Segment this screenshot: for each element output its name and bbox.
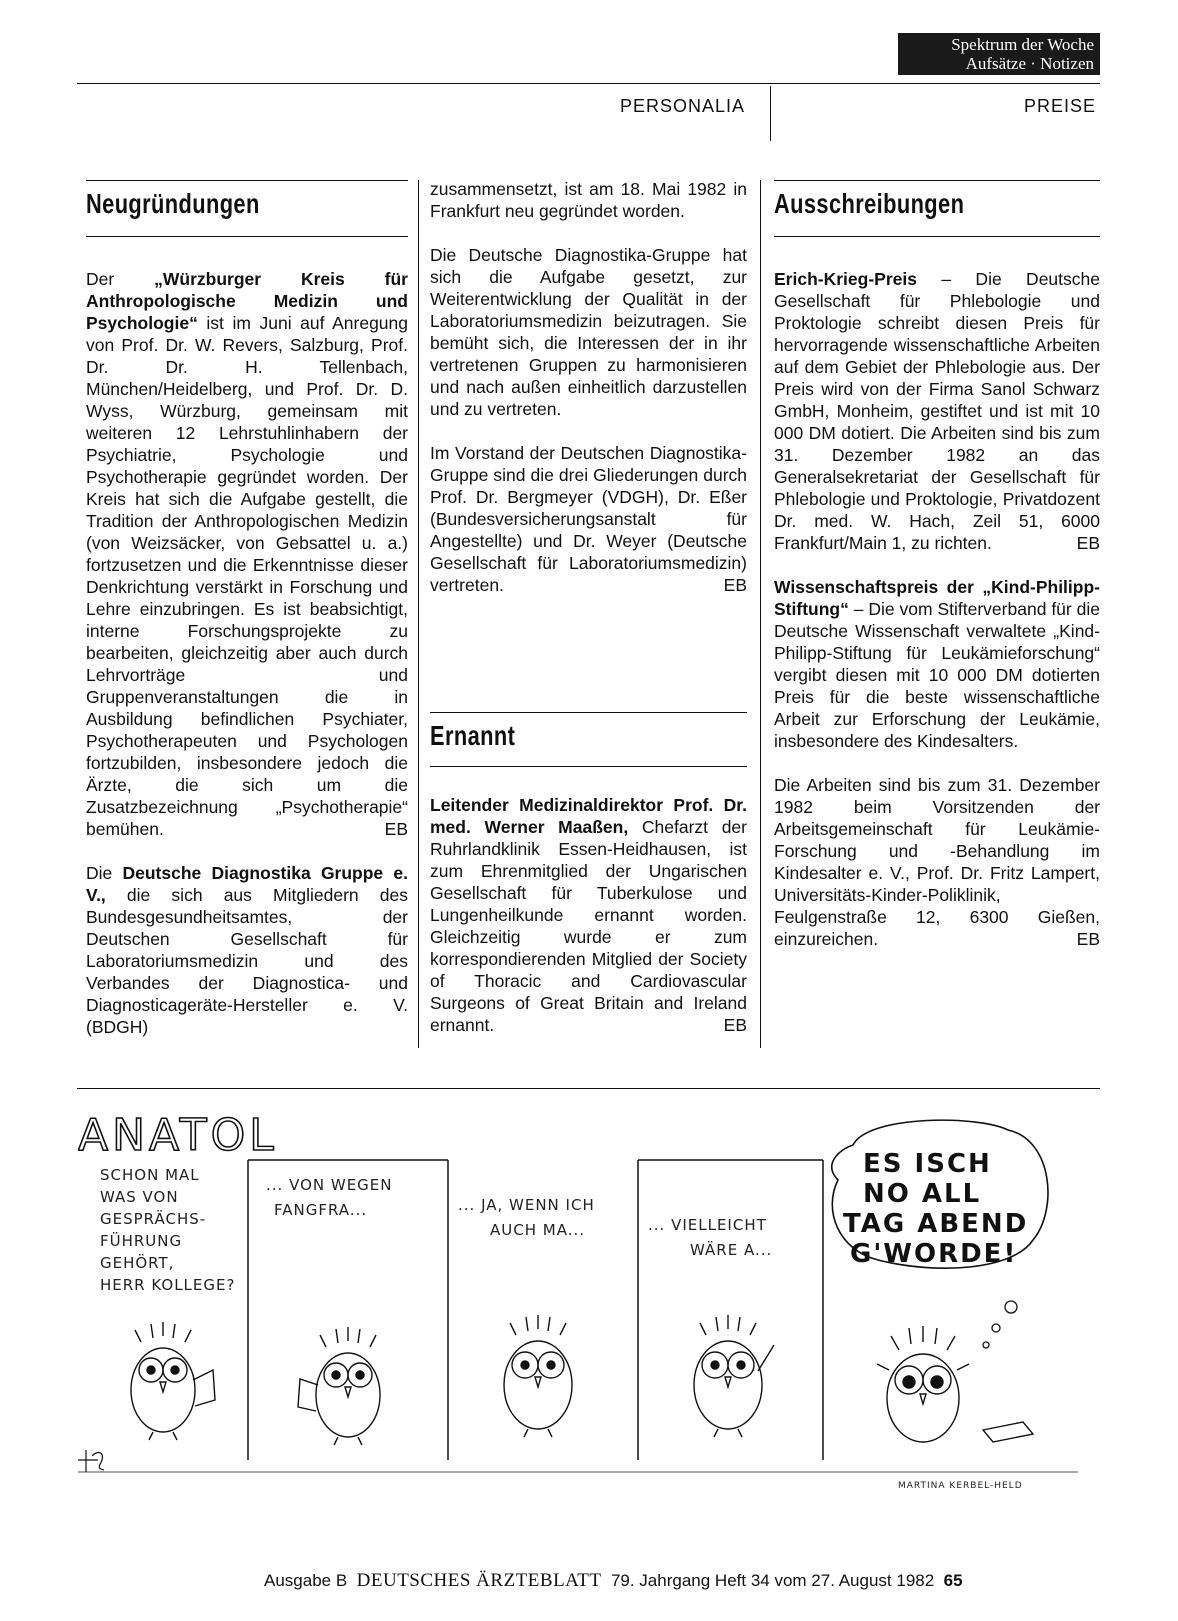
paragraph-kind-philipp: Wissenschaftspreis der „Kind-Philipp-Stiftung“ – Die vom Stifterverband für die Deutsche Wissenschaft verwaltete „Kind-Philipp-Stiftung für Leukämieforschung“ vergibt diesen mit 10 000 DM dotierten Preis für die beste wissenschaftliche Arbeit zur Erforschung der Leukämie, insbesondere des Kindesalters.	[774, 577, 1100, 751]
svg-text:GESPRÄCHS-: GESPRÄCHS-	[100, 1210, 207, 1228]
paragraph-wuerzburger-kreis: Der „Würzburger Kreis für Anthropologische Medizin und Psychologie“ ist im Juni auf Anregung von Prof. Dr. W. Revers, Salzburg, Prof. Dr. Dr. H. Tellenbach, München/Heidelberg, und Prof. Dr. D. Wyss, Würzburg, gemeinsam mit weiteren 12 Lehrstuhlinhabern der Psychiatrie, Psychologie und Psychotherapie gegründet worden. Der Kreis hat sich die Aufgabe gestellt, die Tradition der Anthropologischen Medizin (von Weizsäcker, von Gebsattel u. a.) fortzusetzen und die Erkenntnisse dieser Denkrichtung verstärkt in Forschung und Lehre einzubringen. Es ist beabsichtigt, interne Forschungsprojekte zu bearbeiten, gleichzeitig aber auch durch Lehrvorträge und Gruppenveranstaltungen die in Ausbildung befindlichen Psychiater, Psychotherapeuten und Psychologen fortzubilden, insbesondere jedoch die Ärzte, die sich um die Zusatzbezeichnung „Psychotherapie“ bemühen. EB	[86, 269, 408, 839]
signature: EB	[723, 1015, 747, 1035]
owl-5	[877, 1326, 1033, 1442]
section-preise: PREISE	[1024, 96, 1097, 116]
paragraph-continued: zusammensetzt, ist am 18. Mai 1982 in Frankfurt neu gegründet worden.	[430, 179, 747, 221]
svg-text:AUCH MA...: AUCH MA...	[490, 1221, 586, 1239]
cartoon-rule	[77, 1088, 1100, 1089]
paragraph-erich-krieg-preis: Erich-Krieg-Preis – Die Deutsche Gesellschaft für Phlebologie und Proktologie schreibt diesen Preis für hervorragende wissenschaftliche Arbeiten auf dem Gebiet der Phlebologie aus. Der Preis wird von der Firma Sanol Schwarz GmbH, Monheim, gestiftet und ist mit 10 000 DM dotiert. Die Arbeiten sind bis zum 31. Dezember 1982 an das Generalsekretariat der Gesellschaft für Phlebologie und Proktologie, Privatdozent Dr. med. W. Hach, Zeil 51, 6000 Frankfurt/Main 1, zu richten. EB	[774, 269, 1100, 553]
column-divider-1	[418, 180, 419, 1048]
heading-rule-bottom	[86, 236, 408, 237]
signature: EB	[1076, 533, 1100, 553]
owl-figures	[131, 1315, 1033, 1445]
paragraph-einreichung: Die Arbeiten sind bis zum 31. Dezember 1982 beim Vorsitzenden der Arbeitsgemeinschaft für Leukämie-Forschung und -Behandlung im Kindesalter e. V., Prof. Dr. Fritz Lampert, Universitäts-Kinder-Poliklinik, Feulgenstraße 12, 6300 Gießen, einzureichen. EB	[774, 775, 1100, 949]
svg-text:SCHON MAL: SCHON MAL	[100, 1166, 200, 1184]
paragraph-maassen: Leitender Medizinaldirektor Prof. Dr. med. Werner Maaßen, Chefarzt der Ruhrlandklinik Essen-Heidhausen, ist zum Ehrenmitglied der Ungarischen Gesellschaft für Tuberkulose und Lungenheilkunde ernannt worden. Gleichzeitig wurde er zum korrespondierenden Mitglied der Society of Thoracic and Cardiovascular Surgeons of Great Britain and Ireland ernannt. EB	[430, 795, 747, 1035]
svg-text:... VIELLEICHT: ... VIELLEICHT	[648, 1216, 767, 1234]
svg-text:WAS VON: WAS VON	[100, 1188, 179, 1206]
svg-text:WÄRE A...: WÄRE A...	[690, 1241, 773, 1259]
signature: EB	[1076, 929, 1100, 949]
column-divider-2	[760, 180, 761, 1048]
column-divider-top	[770, 86, 771, 141]
badge-line-2: Aufsätze · Notizen	[965, 54, 1094, 73]
owl-3	[504, 1315, 572, 1437]
svg-text:... VON WEGEN: ... VON WEGEN	[266, 1176, 393, 1194]
svg-text:FANGFRA...: FANGFRA...	[274, 1201, 368, 1219]
signature: EB	[384, 819, 408, 839]
column-1	[86, 268, 408, 1060]
heading-rule-top	[430, 712, 747, 713]
column-2	[430, 178, 747, 618]
heading-rule-bottom	[774, 236, 1100, 237]
panel-5-thought-bubble	[832, 1120, 1048, 1348]
page-number: 65	[943, 1571, 963, 1590]
heading-neugruendungen: Neugründungen	[86, 188, 260, 219]
heading-rule-bottom	[430, 766, 747, 767]
svg-text:ES ISCH: ES ISCH	[863, 1149, 992, 1179]
svg-text:FÜHRUNG: FÜHRUNG	[100, 1232, 183, 1250]
owl-1	[131, 1322, 215, 1440]
anatol-cartoon	[78, 1100, 1088, 1500]
column-3	[774, 268, 1100, 972]
svg-text:HERR KOLLEGE?: HERR KOLLEGE?	[100, 1276, 236, 1294]
owl-2	[298, 1327, 380, 1445]
footer-magazine: DEUTSCHES ÄRZTEBLATT	[356, 1570, 602, 1591]
signature: EB	[723, 575, 747, 595]
svg-text:TAG ABEND: TAG ABEND	[843, 1209, 1029, 1239]
artist-signature: MARTINA KERBEL-HELD	[898, 1481, 1023, 1491]
paragraph-vorstand: Im Vorstand der Deutschen Diagnostika-Gruppe sind die drei Gliederungen durch Prof. Dr. Bergmeyer (VDGH), Dr. Eßer (Bundesversicherungsanstalt für Angestellte) und Dr. Weyer (Deutsche Gesellschaft für Laboratoriumsmedizin) vertreten. EB	[430, 443, 747, 595]
footer-edition: Ausgabe B	[264, 1571, 348, 1590]
section-personalia: PERSONALIA	[620, 96, 746, 116]
section-badge	[898, 33, 1100, 75]
cartoon-title: ANATOL	[78, 1110, 278, 1161]
paragraph-aufgabe: Die Deutsche Diagnostika-Gruppe hat sich die Aufgabe gesetzt, zur Weiterentwicklung der Qualität in der Laboratoriumsmedizin beizutragen. Sie bemüht sich, die Interessen der in ihr vertretenen Gruppen zu harmonisieren und nach außen einheitlich darzustellen und zu vertreten.	[430, 245, 747, 419]
svg-text:... JA, WENN ICH: ... JA, WENN ICH	[458, 1196, 595, 1214]
panel-4-speech	[648, 1216, 772, 1259]
column-2-lower	[430, 794, 747, 1058]
paragraph-diagnostika: Die Deutsche Diagnostika Gruppe e. V., die sich aus Mitgliedern des Bundesgesundheitsamtes, der Deutschen Gesellschaft für Laboratoriumsmedizin und des Verbandes der Diagnostica- und Diagnosticageräte-Hersteller e. V. (BDGH)	[86, 863, 408, 1037]
svg-text:GEHÖRT,: GEHÖRT,	[100, 1254, 175, 1272]
top-rule	[77, 83, 1100, 84]
panel-1-speech	[100, 1166, 235, 1294]
heading-rule-top	[774, 180, 1100, 181]
heading-ausschreibungen: Ausschreibungen	[774, 188, 965, 219]
heading-ernannt: Ernannt	[430, 720, 516, 751]
svg-text:NO ALL: NO ALL	[863, 1179, 982, 1209]
svg-text:G'WORDE!: G'WORDE!	[850, 1239, 1018, 1269]
heading-rule-top	[86, 180, 408, 181]
badge-line-1: Spektrum der Woche	[951, 35, 1094, 54]
owl-4	[694, 1315, 774, 1437]
artist-initials	[78, 1450, 104, 1472]
footer-issue: 79. Jahrgang Heft 34 vom 27. August 1982	[610, 1571, 935, 1590]
panel-3-speech	[458, 1196, 595, 1239]
page-footer	[264, 1570, 963, 1592]
panel-2-speech	[266, 1176, 393, 1219]
